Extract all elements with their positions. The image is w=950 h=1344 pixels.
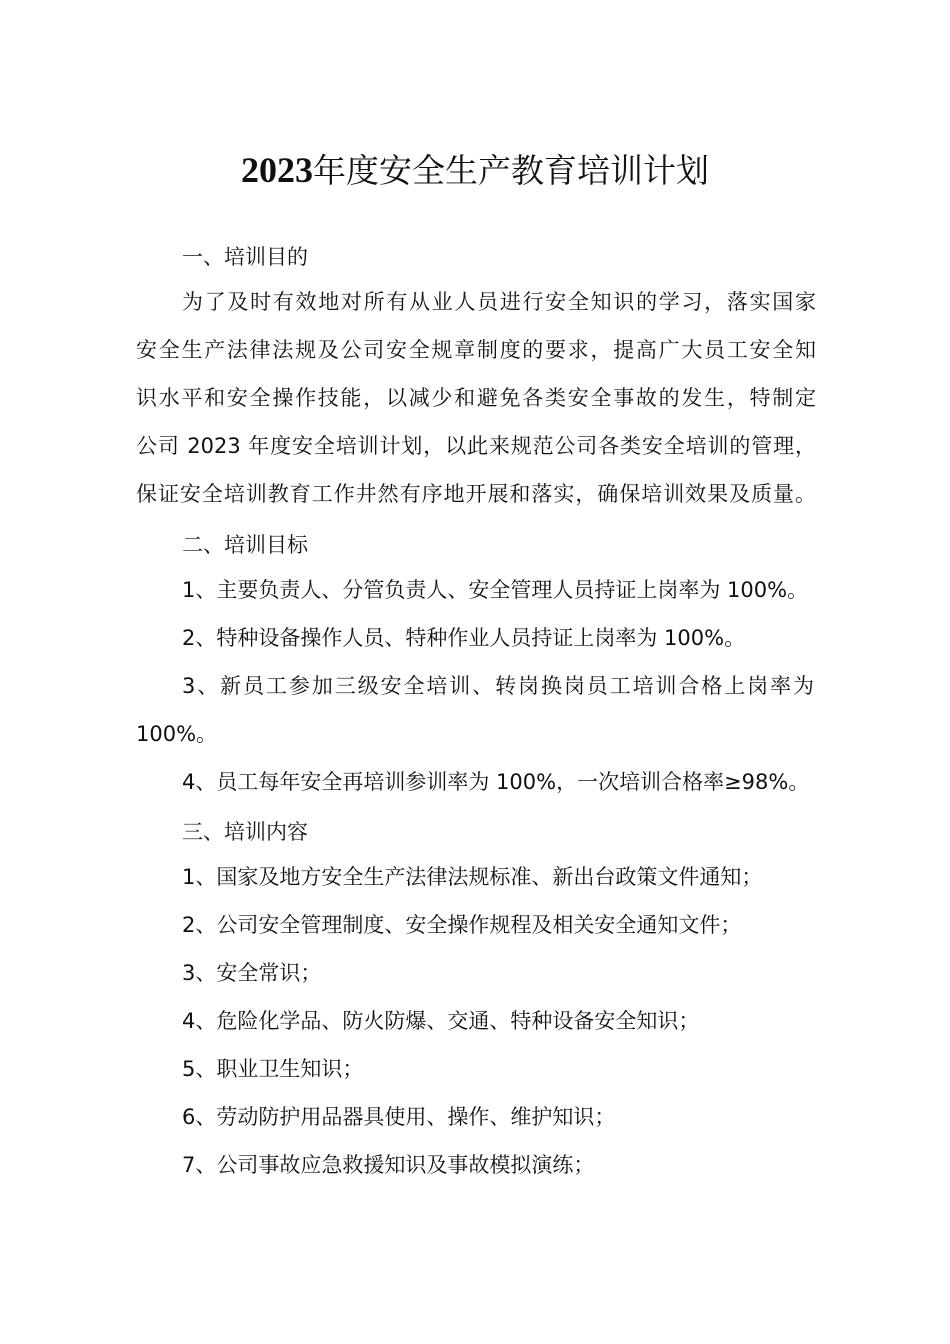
list-item: 4、员工每年安全再培训参训率为 100%，一次培训合格率≥98%。: [182, 770, 810, 794]
section-heading-purpose: 一、培训目的: [182, 245, 308, 269]
paragraph-line: 公司 2023 年度安全培训计划，以此来规范公司各类安全培训的管理，: [136, 434, 816, 458]
paragraph-line: 识水平和安全操作技能，以减少和避免各类安全事故的发生，特制定: [136, 386, 816, 410]
list-item: 1、国家及地方安全生产法律法规标准、新出台政策文件通知；: [182, 865, 763, 889]
document-title: [0, 146, 950, 195]
list-item: 2、特种设备操作人员、特种作业人员持证上岗率为 100%。: [182, 626, 746, 650]
paragraph-line: 为了及时有效地对所有从业人员进行安全知识的学习，落实国家: [182, 290, 816, 314]
title-text: 年度安全生产教育培训计划: [313, 151, 709, 190]
list-item: 3、安全常识；: [182, 961, 322, 985]
list-item: 7、公司事故应急救援知识及事故模拟演练；: [182, 1153, 595, 1177]
list-item: 5、职业卫生知识；: [182, 1057, 364, 1081]
section-heading-goals: 二、培训目标: [182, 533, 308, 557]
list-item: 4、危险化学品、防火防爆、交通、特种设备安全知识；: [182, 1009, 700, 1033]
list-item-continuation: 100%。: [136, 722, 218, 746]
paragraph-line: 保证安全培训教育工作井然有序地开展和落实，确保培训效果及质量。: [136, 482, 816, 506]
list-item: 6、劳动防护用品器具使用、操作、维护知识；: [182, 1105, 616, 1129]
section-heading-content: 三、培训内容: [182, 820, 308, 844]
paragraph-line: 安全生产法律法规及公司安全规章制度的要求，提高广大员工安全知: [136, 338, 816, 362]
list-item: 2、公司安全管理制度、安全操作规程及相关安全通知文件；: [182, 913, 742, 937]
list-item: 1、主要负责人、分管负责人、安全管理人员持证上岗率为 100%。: [182, 578, 809, 602]
list-item: 3、新员工参加三级安全培训、转岗换岗员工培训合格上岗率为: [182, 674, 814, 698]
title-year: 2023: [241, 150, 313, 190]
